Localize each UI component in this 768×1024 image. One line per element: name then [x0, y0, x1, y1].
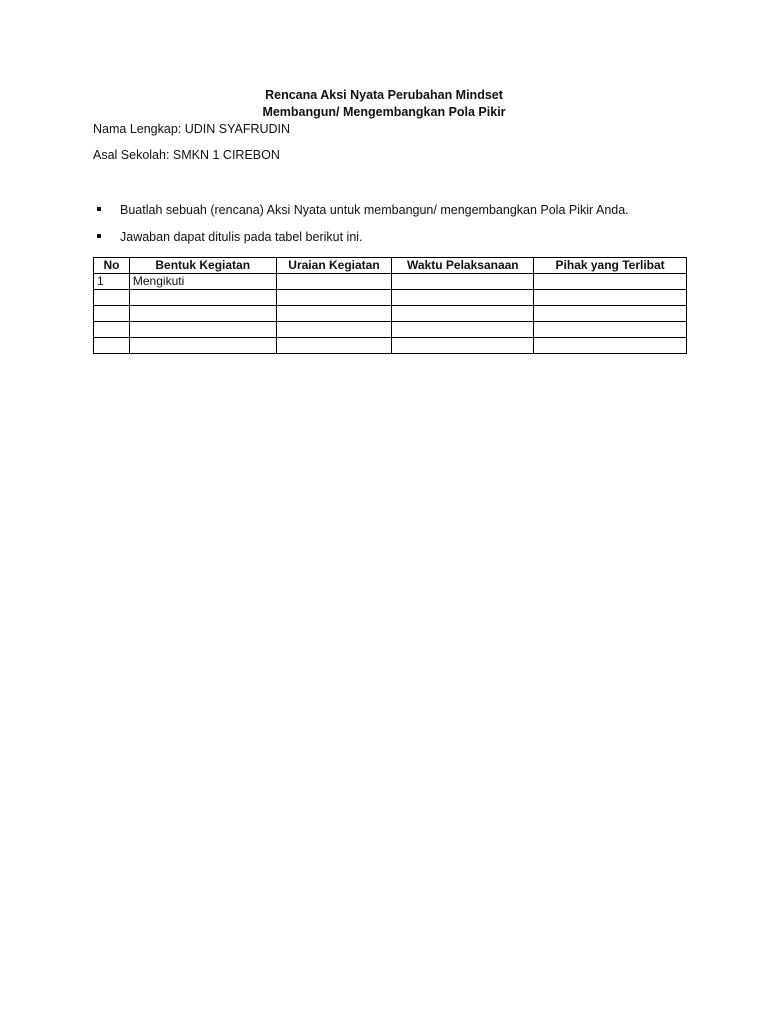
instruction-text: Buatlah sebuah (rencana) Aksi Nyata untuk membangun/ mengembangkan Pola Pikir Anda. — [120, 203, 629, 217]
table-cell — [276, 274, 392, 290]
table-cell: Mengikuti — [129, 274, 276, 290]
table-cell — [129, 322, 276, 338]
instruction-list — [93, 202, 693, 256]
table-cell — [129, 290, 276, 306]
table-cell — [392, 290, 534, 306]
instruction-item — [93, 229, 693, 245]
table-cell — [94, 322, 130, 338]
instruction-item — [93, 202, 693, 218]
table-cell — [392, 306, 534, 322]
table-row — [94, 322, 687, 338]
table-cell — [392, 274, 534, 290]
header-activity-form: Bentuk Kegiatan — [129, 258, 276, 274]
table-cell — [534, 306, 687, 322]
instruction-text: Jawaban dapat ditulis pada tabel berikut ini. — [120, 230, 363, 244]
header-activity-description: Uraian Kegiatan — [276, 258, 392, 274]
full-name-field: Nama Lengkap: UDIN SYAFRUDIN — [93, 122, 291, 136]
table-cell — [276, 338, 392, 354]
table-cell — [276, 306, 392, 322]
school-origin-field: Asal Sekolah: SMKN 1 CIREBON — [93, 148, 280, 162]
action-plan-table — [93, 257, 687, 354]
table-cell — [534, 322, 687, 338]
square-bullet-icon — [97, 207, 101, 211]
table-row — [94, 306, 687, 322]
table-cell: 1 — [94, 274, 130, 290]
table-cell — [94, 338, 130, 354]
table-cell — [392, 338, 534, 354]
header-no: No — [94, 258, 130, 274]
header-implementation-time: Waktu Pelaksanaan — [392, 258, 534, 274]
table-cell — [129, 338, 276, 354]
table-cell — [94, 290, 130, 306]
header-parties-involved: Pihak yang Terlibat — [534, 258, 687, 274]
title-line-1: Rencana Aksi Nyata Perubahan Mindset — [265, 88, 503, 102]
document-title — [0, 87, 768, 121]
table-cell — [276, 322, 392, 338]
table-row — [94, 338, 687, 354]
table-row — [94, 290, 687, 306]
table-cell — [392, 322, 534, 338]
table-cell — [129, 306, 276, 322]
table-cell — [94, 306, 130, 322]
title-line-2: Membangun/ Mengembangkan Pola Pikir — [262, 105, 506, 119]
table-header-row — [94, 258, 687, 274]
table-cell — [534, 290, 687, 306]
table-cell — [276, 290, 392, 306]
table-row — [94, 274, 687, 290]
table-cell — [534, 338, 687, 354]
table-cell — [534, 274, 687, 290]
square-bullet-icon — [97, 234, 101, 238]
